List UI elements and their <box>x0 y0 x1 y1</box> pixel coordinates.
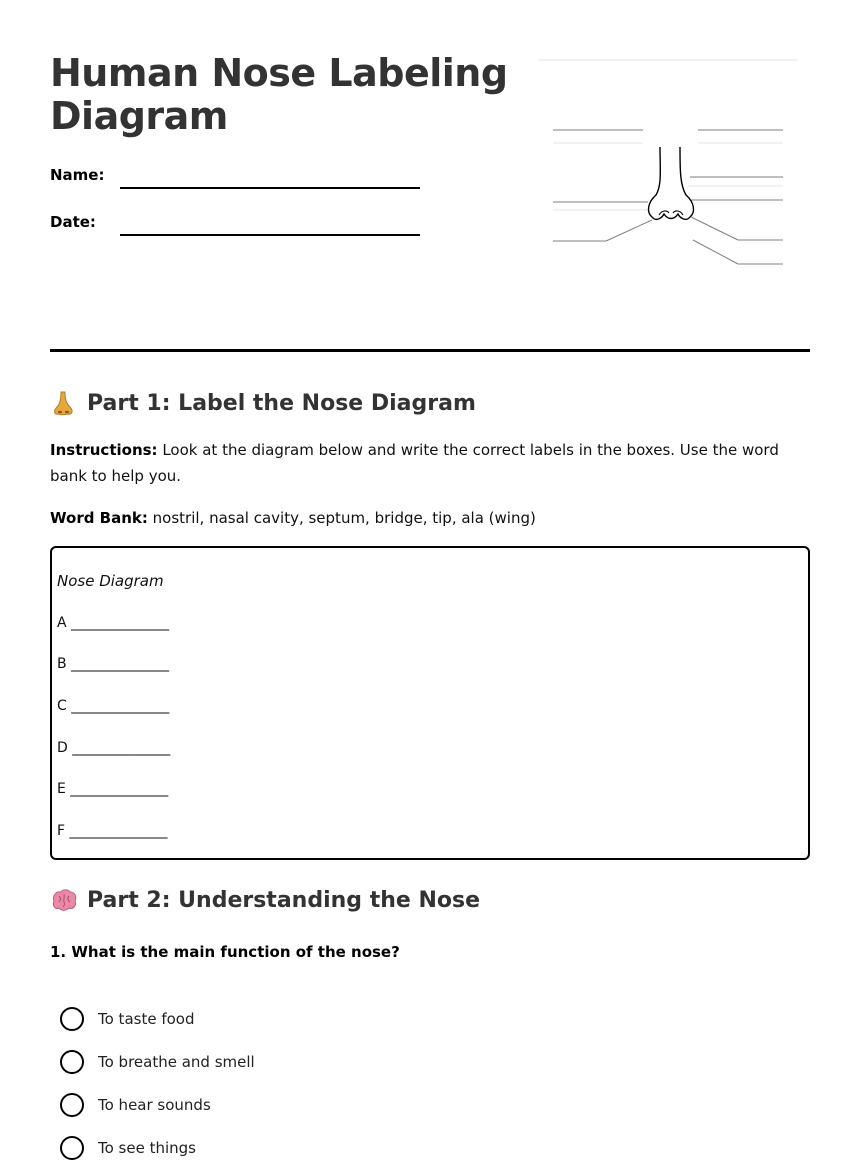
nose-diagram-image <box>528 50 798 280</box>
radio-button[interactable] <box>60 1050 84 1074</box>
label-blank-e[interactable]: E ______________ <box>57 781 169 797</box>
question-1: 1. What is the main function of the nose? <box>50 943 400 961</box>
label-blank-a[interactable]: A ______________ <box>57 615 170 631</box>
name-label: Name: <box>50 166 105 184</box>
word-bank <box>50 505 810 531</box>
name-field[interactable] <box>120 187 420 189</box>
radio-button[interactable] <box>60 1093 84 1117</box>
radio-button[interactable] <box>60 1136 84 1160</box>
part2-heading-text: Part 2: Understanding the Nose <box>87 887 480 913</box>
page-title: Human Nose Labeling Diagram <box>50 51 508 138</box>
date-field[interactable] <box>120 234 420 236</box>
option-2[interactable] <box>60 1050 255 1074</box>
brain-emoji-icon <box>50 886 78 914</box>
radio-button[interactable] <box>60 1007 84 1031</box>
option-label: To hear sounds <box>98 1096 211 1114</box>
option-label: To taste food <box>98 1010 195 1028</box>
word-bank-label: Word Bank: <box>50 509 148 527</box>
part1-heading-text: Part 1: Label the Nose Diagram <box>87 390 476 416</box>
option-label: To breathe and smell <box>98 1053 255 1071</box>
section-divider <box>50 349 810 352</box>
instructions-text: Look at the diagram below and write the correct labels in the boxes. Use the word bank to help you. <box>50 441 779 485</box>
part1-heading <box>50 389 476 417</box>
label-blank-b[interactable]: B ______________ <box>57 656 170 672</box>
label-blank-c[interactable]: C ______________ <box>57 698 170 714</box>
part2-heading <box>50 886 480 914</box>
option-label: To see things <box>98 1139 196 1157</box>
instructions <box>50 437 810 489</box>
option-1[interactable] <box>60 1007 194 1031</box>
date-label: Date: <box>50 213 96 231</box>
instructions-label: Instructions: <box>50 441 158 459</box>
option-4[interactable] <box>60 1136 196 1160</box>
nose-emoji-icon <box>50 389 78 417</box>
label-blank-f[interactable]: F ______________ <box>57 823 168 839</box>
option-3[interactable] <box>60 1093 211 1117</box>
word-bank-text: nostril, nasal cavity, septum, bridge, tip, ala (wing) <box>147 509 536 527</box>
diagram-caption: Nose Diagram <box>57 572 164 590</box>
label-blank-d[interactable]: D ______________ <box>57 740 171 756</box>
